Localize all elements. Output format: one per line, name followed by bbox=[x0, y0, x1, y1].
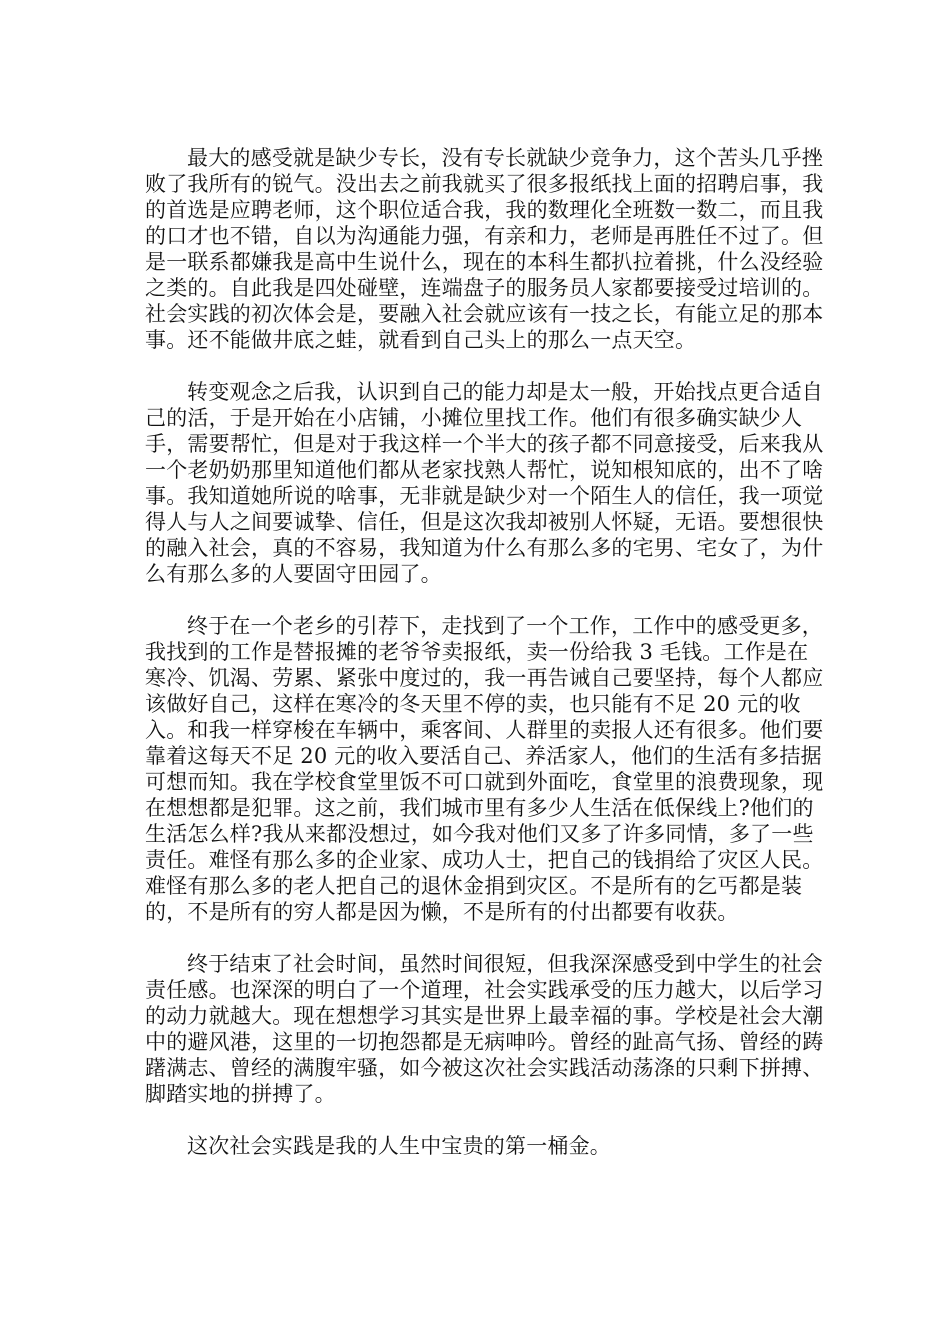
paragraph-1: 最大的感受就是缺少专长，没有专长就缺少竞争力，这个苦头几乎挫败了我所有的锐气。没出去之前我就买了很多报纸找上面的招聘启事，我的首选是应聘老师，这个职位适合我，我的数理化全班数一数二，而且我的口才也不错，自以为沟通能力强，有亲和力，老师是再胜任不过了。但是一联系都嫌我是高中生说什么，现在的本科生都扒拉着挑，什么没经验之类的。自此我是四处碰壁，连端盘子的服务员人家都要接受过培训的。社会实践的初次体会是，要融入社会就应该有一技之长，有能立足的那本事。还不能做井底之蛙，就看到自己头上的那么一点天空。 bbox=[145, 146, 824, 352]
paragraph-5: 这次社会实践是我的人生中宝贵的第一桶金。 bbox=[187, 1134, 611, 1158]
paragraph-2: 转变观念之后我，认识到自己的能力却是太一般，开始找点更合适自己的活，于是开始在小店铺，小摊位里找工作。他们有很多确实缺少人手，需要帮忙，但是对于我这样一个半大的孩子都不同意接受，后来我从一个老奶奶那里知道他们都从老家找熟人帮忙，说知根知底的，出不了啥事。我知道她所说的啥事，无非就是缺少对一个陌生人的信任，我一项觉得人与人之间要诚挚、信任，但是这次我却被别人怀疑，无语。要想很快的融入社会，真的不容易，我知道为什么有那么多的宅男、宅女了，为什么有那么多的人要固守田园了。 bbox=[145, 380, 824, 586]
paragraph-3: 终于在一个老乡的引荐下，走找到了一个工作，工作中的感受更多，我找到的工作是替报摊的老爷爷卖报纸，卖一份给我 3 毛钱。工作是在寒冷、饥渴、劳累、紧张中度过的，我一再告诫自己要坚持，每个人都应该做好自己，这样在寒冷的冬天里不停的卖，也只能有不足 20 元的收入。和我一样穿梭在车辆中，乘客间、人群里的卖报人还有很多。他们要靠着这每天不足 20 元的收入要活自己、养活家人，他们的生活有多拮据可想而知。我在学校食堂里饭不可口就到外面吃，食堂里的浪费现象，现在想想都是犯罪。这之前，我们城市里有多少人生活在低保线上?他们的生活怎么样?我从来都没想过，如今我对他们又多了许多同情，多了一些责任。难怪有那么多的企业家、成功人士，把自己的钱捐给了灾区人民。难怪有那么多的老人把自己的退休金捐到灾区。不是所有的乞丐都是装的，不是所有的穷人都是因为懒，不是所有的付出都要有收获。 bbox=[145, 614, 824, 924]
paragraph-4: 终于结束了社会时间，虽然时间很短，但我深深感受到中学生的社会责任感。也深深的明白了一个道理，社会实践承受的压力越大，以后学习的动力就越大。现在想想学习其实是世界上最幸福的事。学校是社会大潮中的避风港，这里的一切抱怨都是无病呻吟。曾经的趾高气扬、曾经的踌躇满志、曾经的满腹牢骚，如今被这次社会实践活动荡涤的只剩下拼搏、脚踏实地的拼搏了。 bbox=[145, 952, 824, 1106]
document-body bbox=[145, 145, 825, 1159]
